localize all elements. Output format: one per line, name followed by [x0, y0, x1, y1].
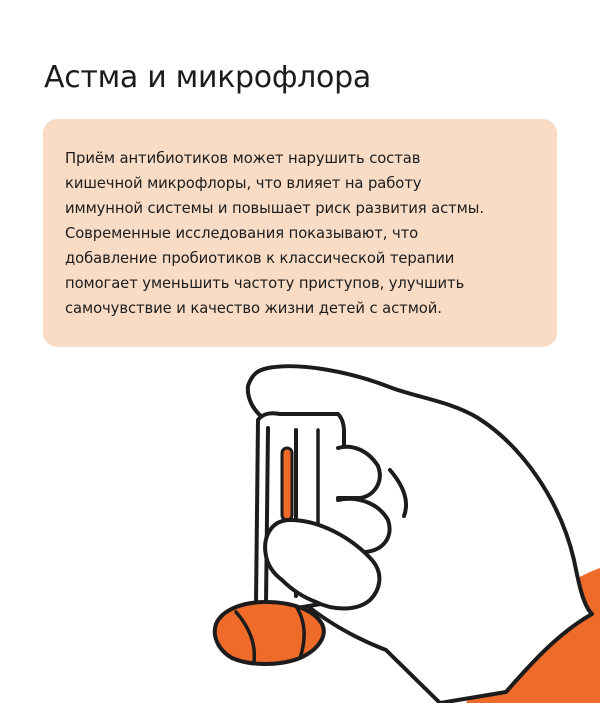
- info-text-line: добавление пробиотиков к классической терапии: [65, 250, 455, 267]
- page-title: Астма и микрофлора: [44, 60, 371, 95]
- info-text-line: самочувствие и качество жизни детей с астмой.: [65, 300, 442, 317]
- finger-shape: [390, 470, 406, 516]
- sleeve-shape: [466, 568, 600, 703]
- info-text-line: Приём антибиотиков может нарушить состав: [65, 150, 421, 167]
- info-text-line: иммунной системы и повышает риск развития астмы.: [65, 200, 484, 217]
- mouthpiece-cap-shape: [215, 602, 324, 664]
- mouthpiece-cap-detail: [236, 612, 254, 662]
- info-card: [43, 119, 557, 347]
- thumb-shape: [265, 520, 379, 609]
- finger-shape: [338, 447, 380, 498]
- info-text-line: кишечной микрофлоры, что влияет на работу: [65, 175, 422, 192]
- info-text-line: Современные исследования показывают, что: [65, 225, 419, 242]
- mouthpiece-cap-detail: [296, 606, 304, 658]
- inhaler-edge-line: [266, 428, 268, 604]
- info-text-line: помогает уменьшить частоту приступов, улучшить: [65, 275, 465, 292]
- hand-palm-shape: [248, 366, 592, 703]
- dose-counter-window: [282, 448, 292, 520]
- inhaler-body-shape: [256, 413, 344, 614]
- finger-shape: [338, 554, 378, 600]
- finger-shape: [338, 499, 390, 552]
